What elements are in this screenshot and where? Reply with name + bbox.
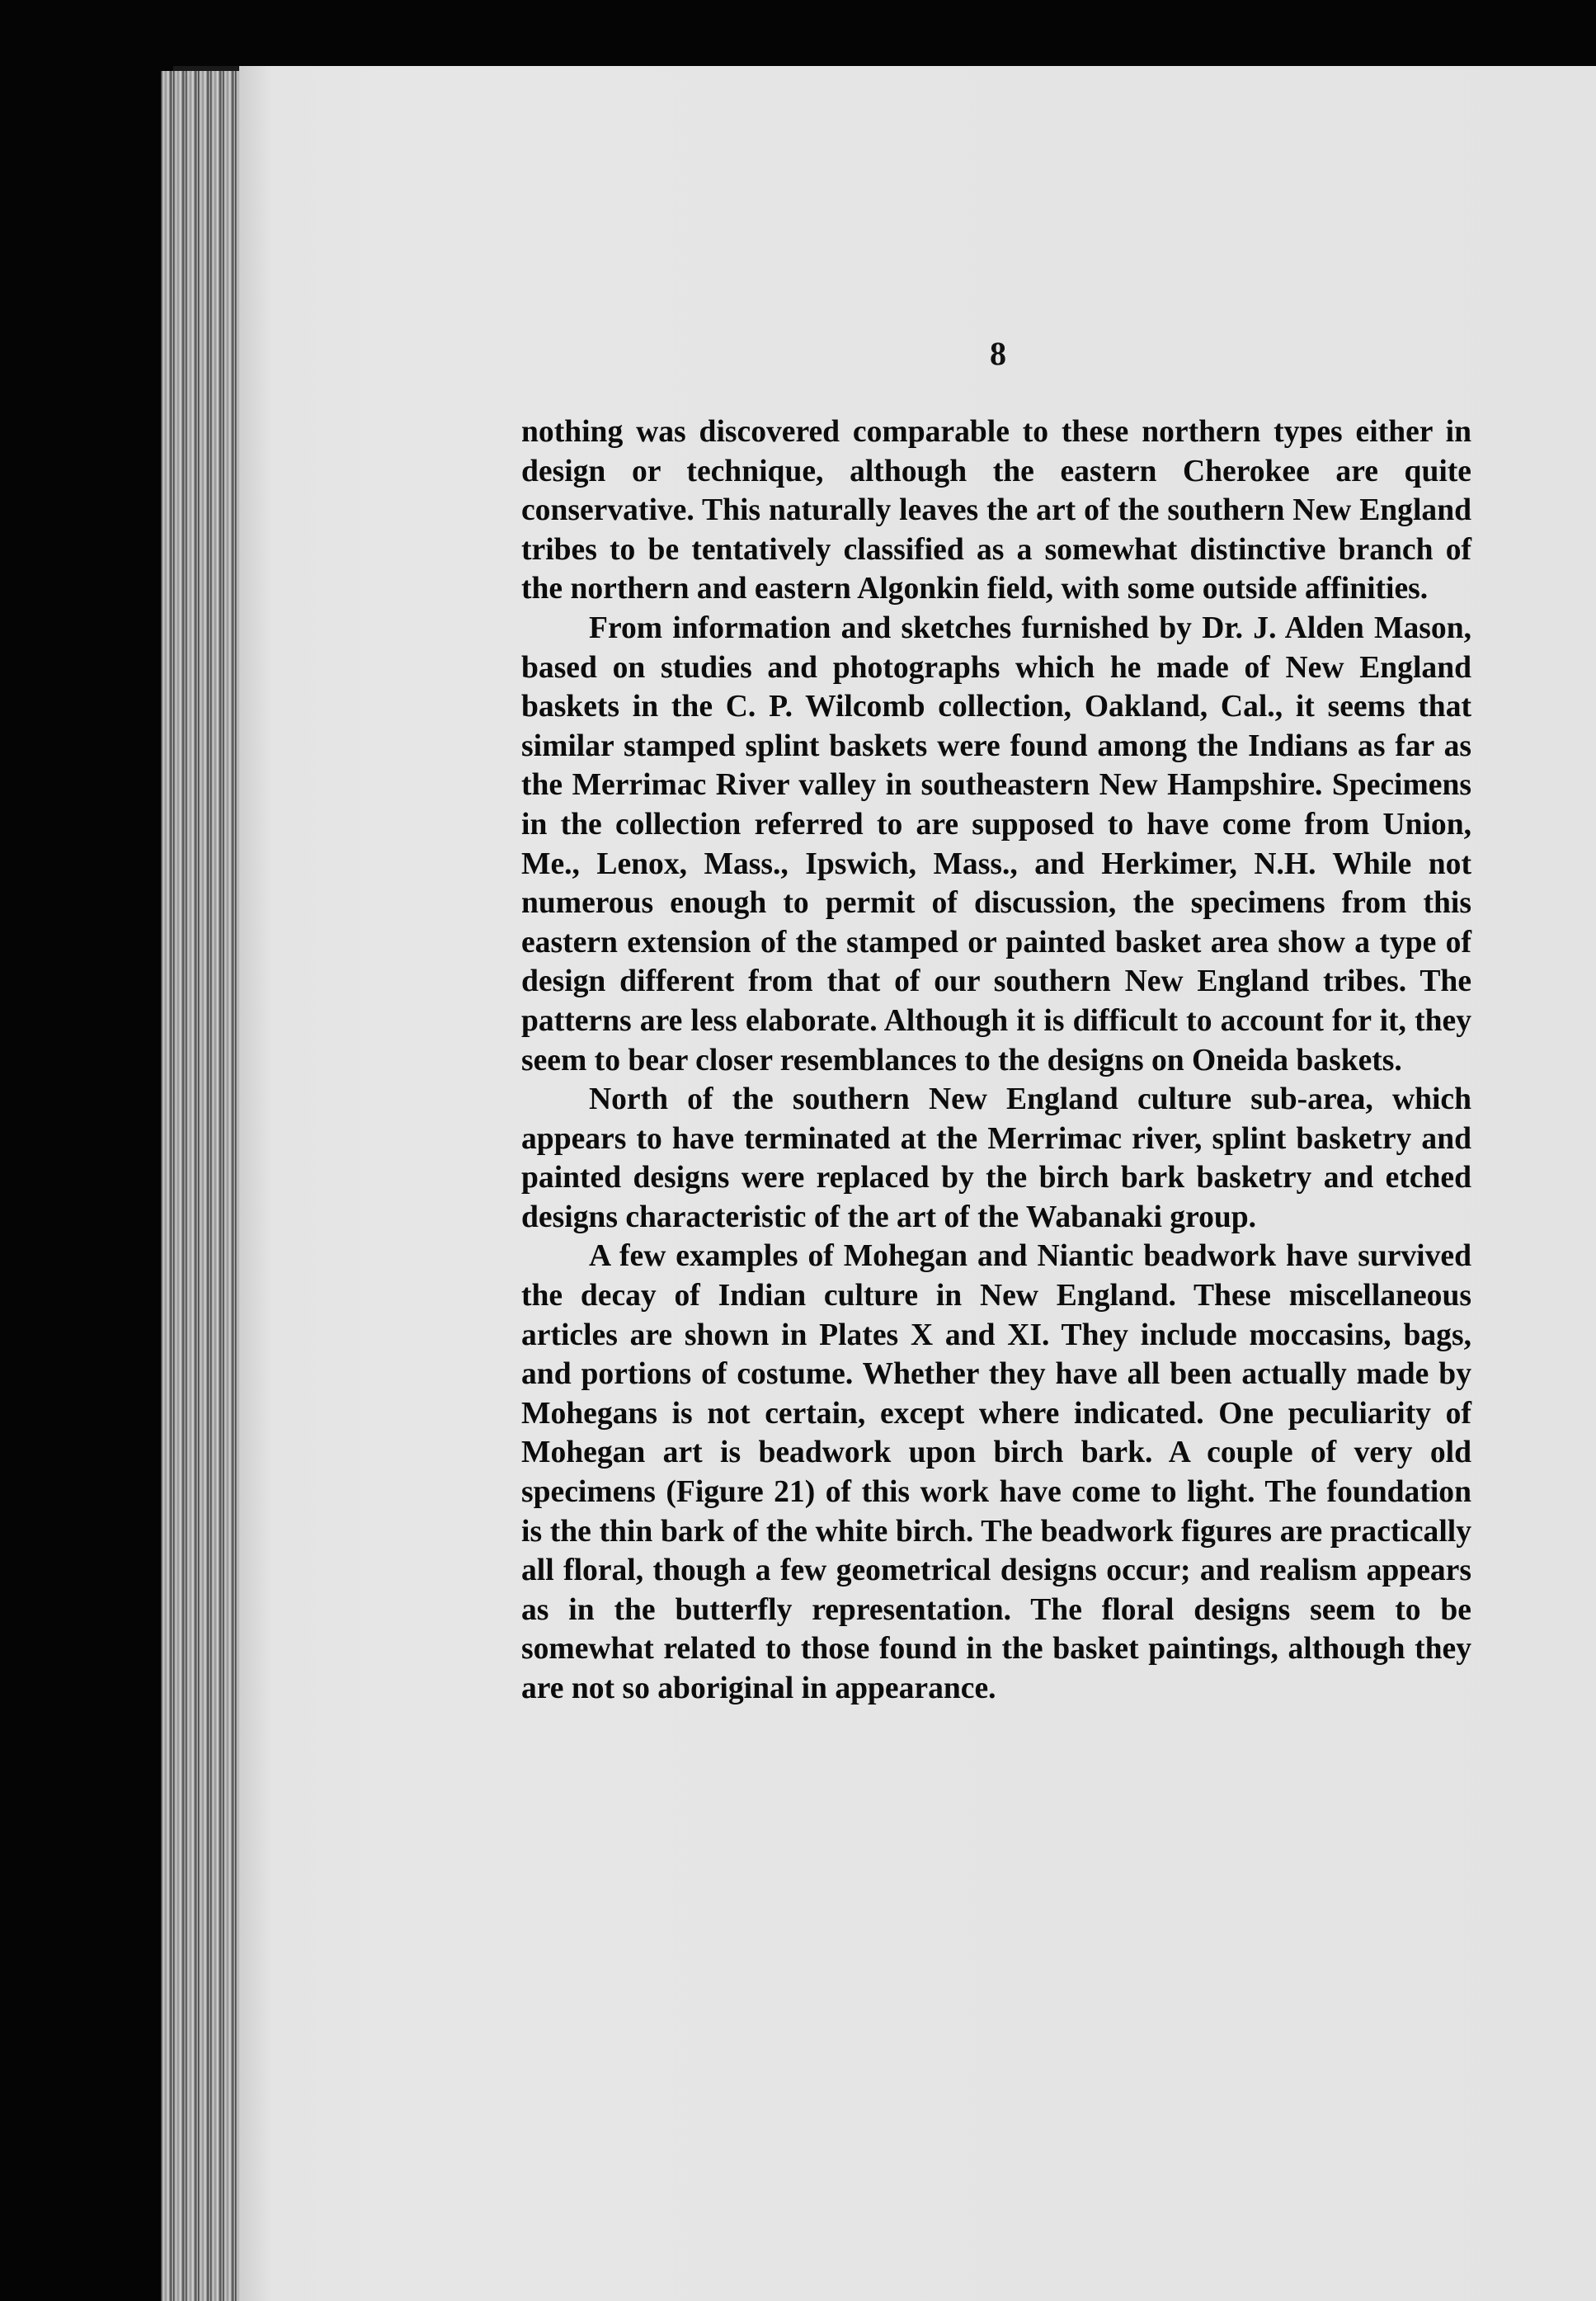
body-text: [521, 413, 1471, 1709]
paragraph-2: From information and sketches furnished by Dr. J. Alden Mason, based on studies and photographs which he made of New England baskets in the C. P. Wilcomb collection, Oakland, Cal., it seems that similar stamped splint baskets were found among the Indians as far as the Merrimac River valley in southeastern New Hampshire. Specimens in the collection referred to are supposed to have come from Union, Me., Lenox, Mass., Ipswich, Mass., and Herkimer, N.H. While not numerous enough to permit of discussion, the specimens from this eastern extension of the stamped or painted basket area show a type of design different from that of our southern New England tribes. The patterns are less elaborate. Although it is difficult to account for it, they seem to bear closer resemblances to the designs on Oneida baskets.: [521, 611, 1471, 1077]
page-number: 8: [990, 335, 1006, 372]
book-page-edges: [161, 71, 252, 2301]
paragraph-4: A few examples of Mohegan and Niantic beadwork have survived the decay of Indian culture in New England. These miscellaneous articles are shown in Plates X and XI. They include moccasins, bags, and portions of costume. Whether they have all been actually made by Mohegans is not certain, except where indicated. One peculiarity of Mohegan art is beadwork upon birch bark. A couple of very old specimens (Figure 21) of this work have come to light. The foundation is the thin bark of the white birch. The beadwork figures are practically all floral, though a few geometrical designs occur; and realism appears as in the butterfly representation. The floral designs seem to be somewhat related to those found in the basket paintings, although they are not so aboriginal in appearance.: [521, 1239, 1471, 1705]
paragraph-1: nothing was discovered comparable to these northern types either in design or technique, although the eastern Cherokee are quite conservative. This naturally leaves the art of the southern New England tribes to be tentatively classified as a somewhat distinctive branch of the northern and eastern Algonkin field, with some outside affinities.: [521, 415, 1471, 606]
paragraph-3: North of the southern New England culture sub-area, which appears to have terminated at the Merrimac river, splint basketry and painted designs were replaced by the birch bark basketry and etched designs characteristic of the art of the Wabanaki group.: [521, 1082, 1471, 1234]
